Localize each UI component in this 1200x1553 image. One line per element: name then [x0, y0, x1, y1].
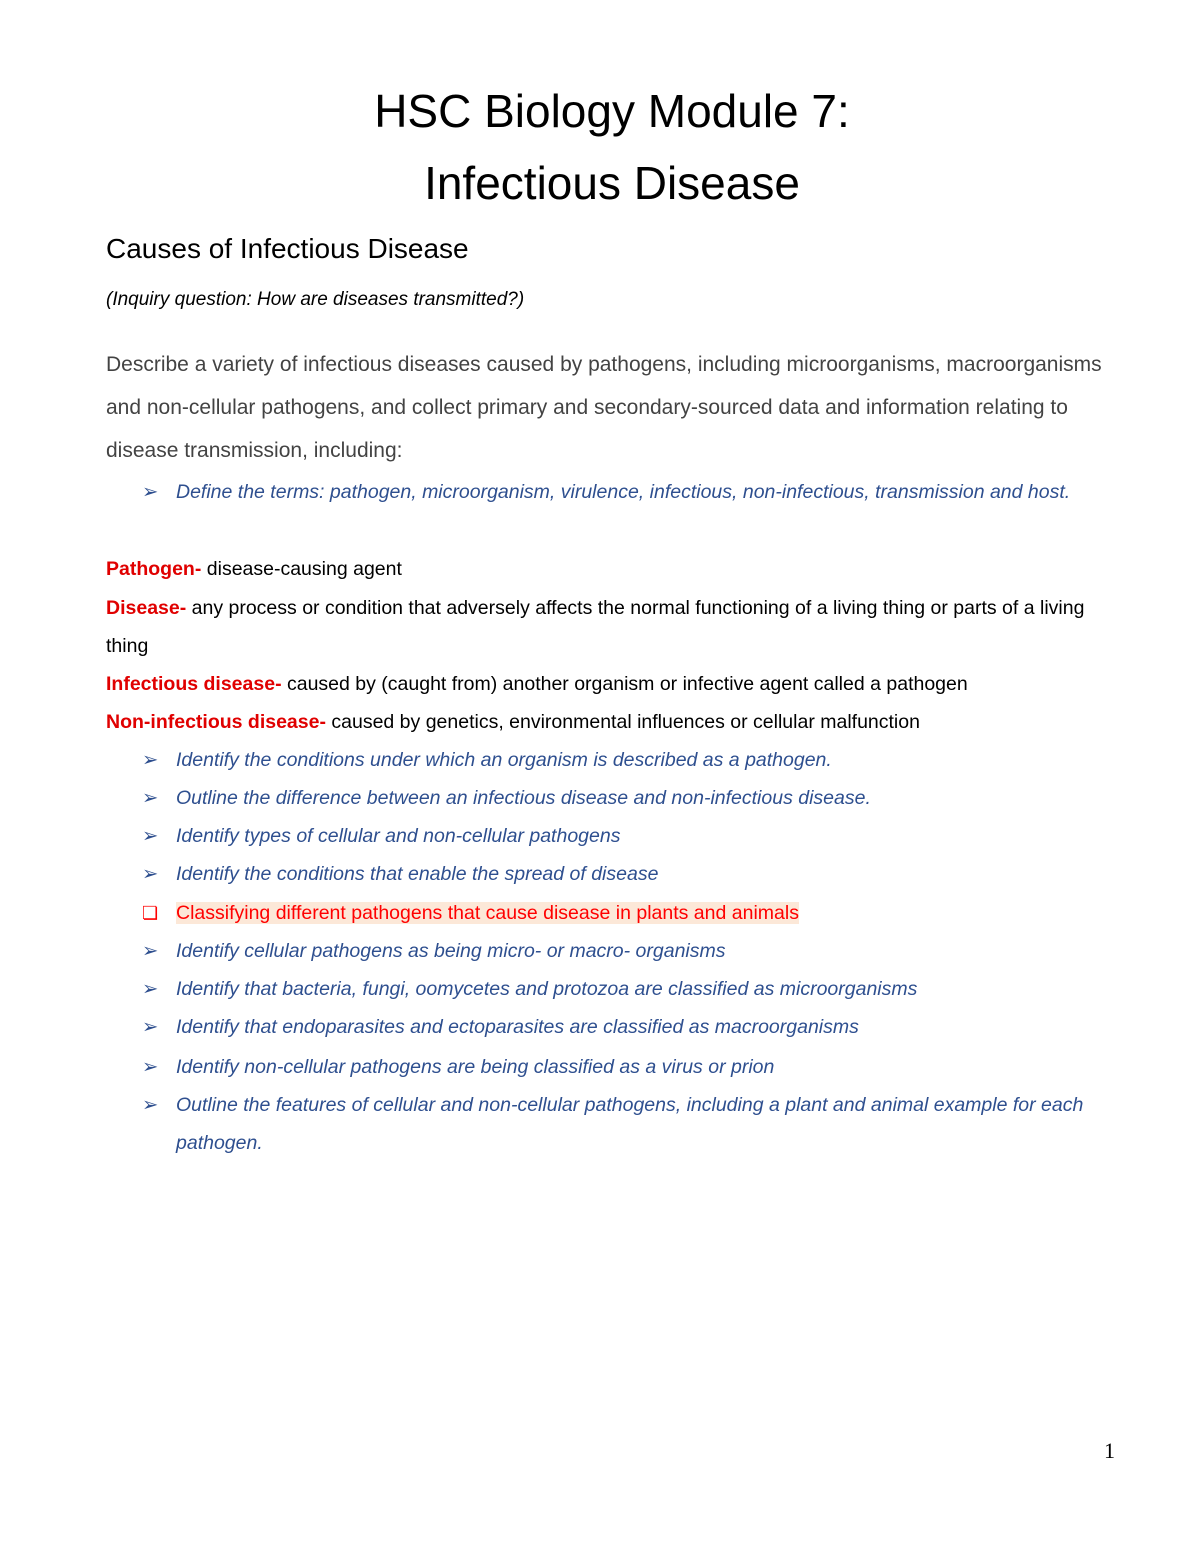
list-item: [142, 855, 1117, 893]
page-number: 1: [1104, 1438, 1115, 1463]
definition-pathogen: [106, 550, 1118, 588]
definition-text: any process or condition that adversely affects the normal functioning of a living thing or parts of a living thing: [106, 597, 1085, 657]
arrow-bullet-icon: ➢: [142, 863, 159, 885]
definition-text: caused by genetics, environmental influences or cellular malfunction: [325, 711, 920, 733]
list-item-text: Identify cellular pathogens as being micro- or macro- organisms: [176, 940, 726, 962]
list-item-text: Classifying different pathogens that cause disease in plants and animals: [176, 902, 799, 924]
arrow-bullet-icon: ➢: [142, 825, 159, 847]
list-item-text: Identify that bacteria, fungi, oomycetes and protozoa are classified as microorganisms: [176, 978, 918, 1000]
list-item-define-terms: [142, 473, 1117, 511]
list-item: [142, 1008, 1117, 1046]
list-item-highlighted: [142, 894, 1117, 932]
arrow-bullet-icon: ➢: [142, 978, 159, 1000]
checkbox-bullet-icon: ❏: [142, 903, 159, 923]
list-item-text: Identify the conditions that enable the spread of disease: [176, 863, 659, 885]
arrow-bullet-icon: ➢: [142, 749, 159, 771]
inquiry-question: (Inquiry question: How are diseases transmitted?): [106, 289, 525, 310]
list-item: [142, 932, 1117, 970]
document-title-line-1: HSC Biology Module 7:: [374, 85, 850, 137]
list-item-text: Identify that endoparasites and ectoparasites are classified as macroorganisms: [176, 1016, 859, 1038]
list-item: [142, 970, 1117, 1008]
section-heading: Causes of Infectious Disease: [106, 233, 469, 264]
definition-infectious-disease: [106, 665, 1118, 703]
list-item: [142, 1048, 1117, 1086]
list-item-text: Identify non-cellular pathogens are being classified as a virus or prion: [176, 1056, 775, 1078]
list-item: [142, 1086, 1117, 1162]
definition-disease: [106, 589, 1118, 665]
arrow-bullet-icon: ➢: [142, 1094, 159, 1116]
definition-term: Disease-: [106, 597, 187, 619]
arrow-bullet-icon: ➢: [142, 787, 159, 809]
list-item: [142, 779, 1117, 817]
definition-term: Non-infectious disease-: [106, 711, 326, 733]
definition-term: Infectious disease-: [106, 673, 282, 695]
arrow-bullet-icon: ➢: [142, 1056, 159, 1078]
document-title-line-2: Infectious Disease: [424, 157, 800, 209]
list-item-text: Outline the difference between an infectious disease and non-infectious disease.: [176, 787, 871, 809]
arrow-bullet-icon: ➢: [142, 481, 159, 503]
definition-text: disease-causing agent: [201, 558, 402, 580]
description-paragraph: Describe a variety of infectious diseases caused by pathogens, including microorganisms, macroorganisms and non-cellular pathogens, and collect primary and secondary-sourced data and information relating to disease transmission, including:: [106, 353, 1102, 462]
list-item: [142, 741, 1117, 779]
arrow-bullet-icon: ➢: [142, 940, 159, 962]
list-item: [142, 817, 1117, 855]
definition-non-infectious-disease: [106, 703, 1118, 741]
list-item-text: Identify the conditions under which an organism is described as a pathogen.: [176, 749, 832, 771]
arrow-bullet-icon: ➢: [142, 1016, 159, 1038]
list-item-text: Outline the features of cellular and non-cellular pathogens, including a plant and animal example for each pathogen.: [176, 1094, 1084, 1154]
list-item-text: Identify types of cellular and non-cellular pathogens: [176, 825, 621, 847]
definition-term: Pathogen-: [106, 558, 202, 580]
list-item-text: Define the terms: pathogen, microorganism, virulence, infectious, non-infectious, transmission and host.: [176, 481, 1071, 503]
definition-text: caused by (caught from) another organism or infective agent called a pathogen: [281, 673, 968, 695]
